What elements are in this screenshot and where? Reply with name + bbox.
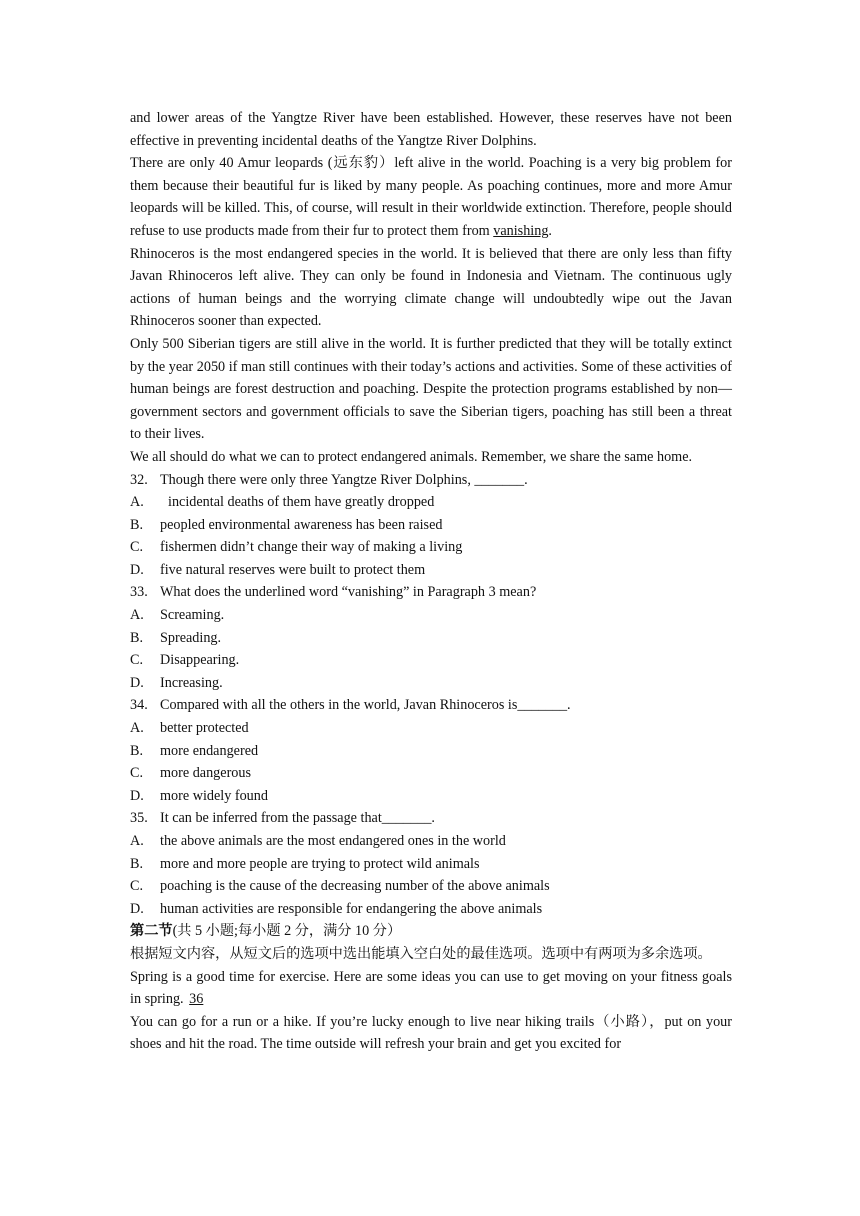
option-label: C. [130, 765, 144, 782]
question-number: 35. [130, 810, 148, 827]
option-label: D. [130, 561, 144, 578]
section-2-title: 第二节 [130, 923, 173, 940]
section-2-paragraph-2: You can go for a run or a hike. If you’re lucky enough to live near hiking trails（小路），put on your shoes and hit the road. The time outside will refresh your brain and get you excited for [130, 1013, 732, 1053]
question-34 [130, 694, 732, 717]
question-stem: What does the underlined word “vanishing” in Paragraph 3 mean? [160, 584, 537, 601]
option-34-c [130, 762, 732, 785]
option-35-b [130, 853, 732, 876]
option-label: C. [130, 652, 144, 669]
option-text: poaching is the cause of the decreasing number of the above animals [160, 878, 550, 895]
option-label: C. [130, 539, 144, 556]
section-2-scoring: (共 5 小题;每小题 2 分，满分 10 分） [172, 923, 402, 940]
option-33-d [130, 672, 732, 695]
option-label: A. [130, 833, 144, 849]
passage-paragraph-4: Only 500 Siberian tigers are still alive in the world. It is further predicted that they will be totally extinct by the year 2050 if man still continues with their today’s actions and activities. Some of these activities of human beings are forest destruction and poaching. Despite the protection programs established by non—government sectors and government officials to save the Siberian tigers, poaching has still been a threat to their lives. [130, 335, 732, 443]
option-text: more dangerous [160, 765, 252, 782]
option-text: Increasing. [160, 674, 223, 691]
option-text: more widely found [160, 787, 268, 804]
paragraph-2-text: There are only 40 Amur leopards (远东豹）left alive in the world. Poaching is a very big problem for them because their beautiful fur is liked by many people. As poaching continues, more and more Amur leopards will be killed. This, of course, will result in their worldwide extinction. Therefore, people should refuse to use products made from their fur to protect them from [130, 155, 732, 239]
option-33-c [130, 649, 732, 672]
option-label: B. [130, 742, 144, 759]
section-2-instruction: 根据短文内容，从短文后的选项中选出能填入空白处的最佳选项。选项中有两项为多余选项。 [130, 945, 712, 962]
section-2-paragraph-1 [130, 966, 732, 1011]
option-label: D. [130, 787, 144, 804]
passage-paragraph-2 [130, 152, 732, 242]
option-label: C. [130, 878, 144, 895]
section-2-heading [130, 920, 732, 943]
paragraph-2-end: . [548, 222, 552, 239]
option-label: A. [130, 607, 144, 624]
option-text: Spreading. [160, 629, 222, 646]
passage-paragraph-3: Rhinoceros is the most endangered species in the world. It is believed that there are only less than fifty Javan Rhinoceros left alive. They can only be found in Indonesia and Vietnam. The continuous ugly actions of human beings and the worrying climate change will undoubtedly wipe out the Javan Rhinoceros sooner than expected. [130, 245, 732, 330]
option-33-a [130, 604, 732, 627]
question-33 [130, 581, 732, 604]
option-34-a [130, 717, 732, 740]
option-35-a [130, 830, 732, 853]
question-number: 32. [130, 471, 148, 488]
option-text: human activities are responsible for endangering the above animals [160, 900, 543, 917]
option-32-d [130, 559, 732, 582]
option-text: more and more people are trying to protect wild animals [160, 855, 480, 872]
passage-paragraph-1: and lower areas of the Yangtze River have been established. However, these reserves have not been effective in preventing incidental deaths of the Yangtze River Dolphins. [130, 110, 732, 149]
question-number: 33. [130, 584, 148, 601]
option-label: B. [130, 629, 144, 646]
passage-paragraph-5: We all should do what we can to protect endangered animals. Remember, we share the same home. [130, 448, 693, 465]
option-32-b [130, 514, 732, 537]
option-34-d [130, 785, 732, 808]
question-stem: Though there were only three Yangtze River Dolphins, _______. [160, 471, 528, 488]
option-label: D. [130, 900, 144, 917]
option-text: five natural reserves were built to protect them [160, 561, 426, 578]
question-stem: It can be inferred from the passage that_______. [160, 810, 435, 827]
question-number: 34. [130, 697, 148, 714]
option-text: the above animals are the most endangered ones in the world [160, 833, 506, 849]
option-text: more endangered [160, 742, 259, 759]
option-text: peopled environmental awareness has been raised [160, 516, 443, 533]
option-35-c [130, 875, 732, 898]
blank-36: 36 [189, 991, 204, 1008]
document-page [130, 107, 732, 1056]
option-text: Disappearing. [160, 652, 240, 669]
option-label: D. [130, 674, 144, 691]
option-35-d [130, 898, 732, 921]
option-label: A. [130, 720, 144, 737]
option-33-b [130, 627, 732, 650]
option-32-a [130, 491, 732, 514]
option-text: incidental deaths of them have greatly dropped [168, 494, 435, 511]
option-text: fishermen didn’t change their way of making a living [160, 539, 463, 556]
question-32 [130, 469, 732, 492]
option-text: better protected [160, 720, 249, 737]
option-label: A. [130, 494, 144, 511]
option-label: B. [130, 516, 144, 533]
option-label: B. [130, 855, 144, 872]
question-35 [130, 807, 732, 830]
option-text: Screaming. [160, 607, 225, 624]
option-32-c [130, 536, 732, 559]
underlined-word-vanishing: vanishing [493, 222, 549, 239]
option-34-b [130, 740, 732, 763]
question-stem: Compared with all the others in the world, Javan Rhinoceros is_______. [160, 697, 571, 714]
section-2-paragraph-1-text: Spring is a good time for exercise. Here are some ideas you can use to get moving on your fitness goals in spring. [130, 968, 732, 1008]
